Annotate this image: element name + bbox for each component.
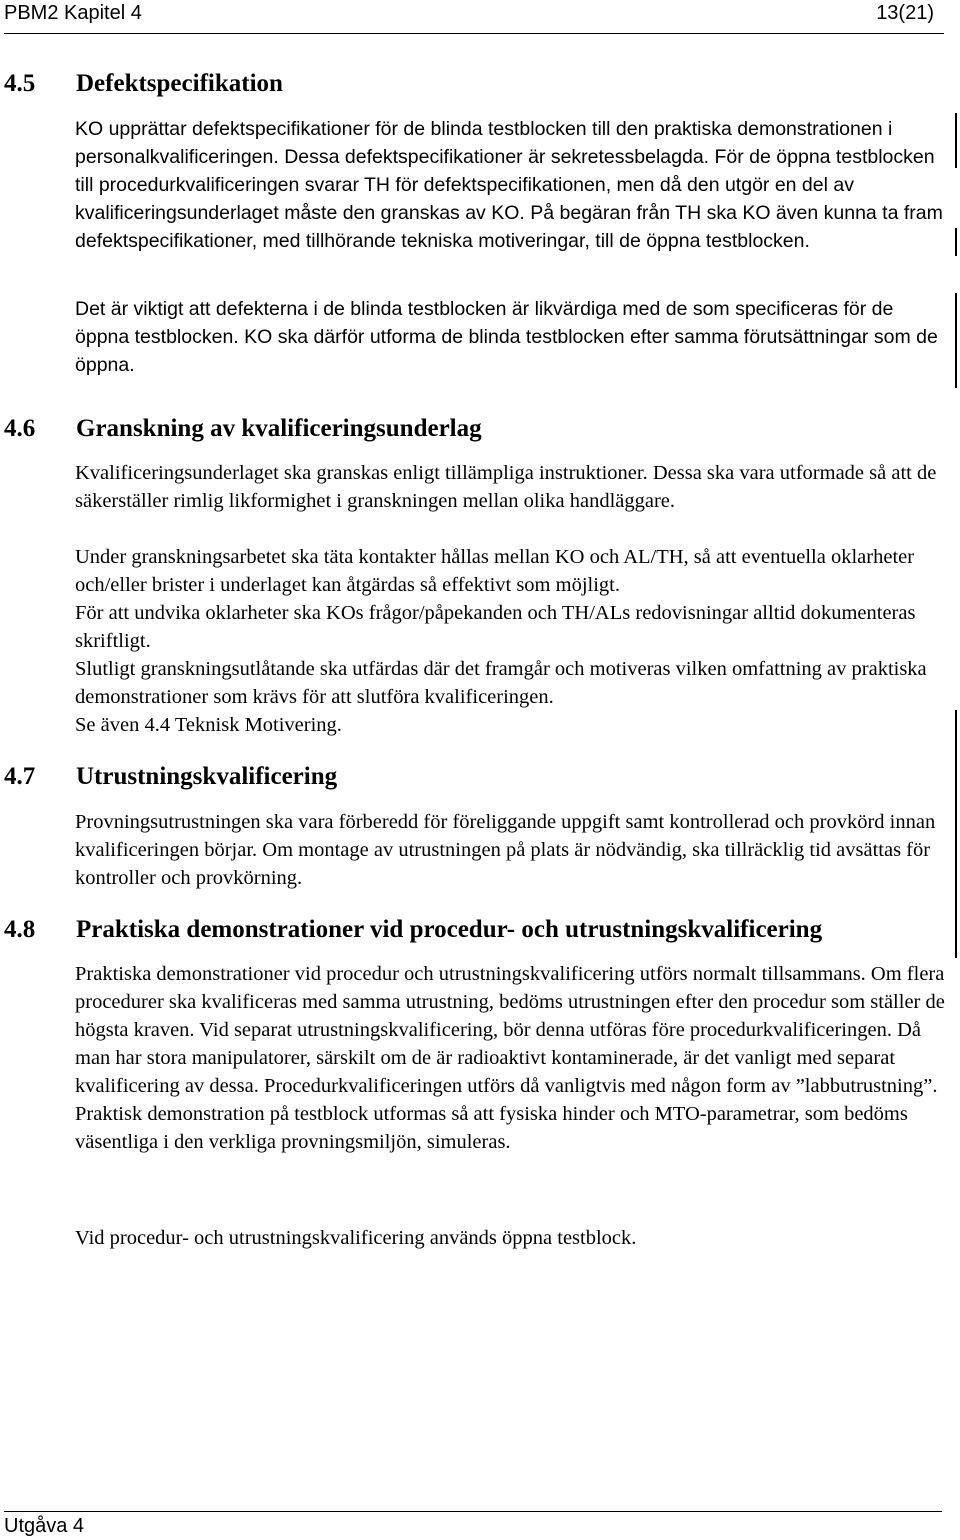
change-bar: [955, 293, 957, 388]
paragraph: Vid procedur- och utrustningskvalificering används öppna testblock.: [75, 1227, 637, 1249]
section-heading-4-6: [4, 415, 482, 443]
section-title: Praktiska demonstrationer vid procedur- och utrustningskvalificering: [76, 916, 823, 943]
paragraph: Praktiska demonstrationer vid procedur och utrustningskvalificering utförs normalt tillsammans. Om flera procedurer ska kvalificeras med samma utrustning, bedöms utrustningen efter den procedur som ställer de högsta kraven. Vid separat utrustningskvalificering, bör denna utföras före procedurkvalificeringen. Då man har stora manipulatorer, särskilt om de är radioaktivt kontaminerade, är det vanligt med separat kvalificering av dessa. Procedurkvalificeringen utförs då vanligtvis med någon form av ”labbutrustning”. Praktisk demonstration på testblock utformas så att fysiska hinder och MTO-parametrar, som bedöms väsentliga i den verkliga provningsmiljön, simuleras.: [75, 963, 945, 1153]
paragraph: Provningsutrustningen ska vara förberedd för föreliggande uppgift samt kontrollerad och provkörd innan kvalificeringen börjar. Om montage av utrustningen på plats är nödvändig, ska tillräcklig tid avsättas för kontroller och provkörning.: [75, 811, 936, 889]
section-title: Utrustningskvalificering: [76, 763, 338, 790]
page-header: [4, 0, 944, 34]
text-run: På begäran från TH ska KO även kunna ta fram defektspecifikationer, med tillhörande tekniska motiveringar, till de öppna testblocken.: [75, 202, 943, 252]
section-title: Granskning av kvalificeringsunderlag: [76, 415, 482, 442]
paragraph: [75, 115, 945, 255]
section-number: 4.8: [4, 916, 36, 943]
change-bar: [955, 228, 957, 256]
document-title: PBM2 Kapitel 4: [4, 2, 142, 24]
section-title: Defektspecifikation: [76, 70, 283, 97]
page-number: 13(21): [876, 2, 934, 24]
text-run: För de öppna testblocken till procedurkvalificeringen svarar TH för defektspecifikationen, men då den utgör en del av kvalificeringsunderlaget måste den granskas av KO.: [75, 146, 935, 224]
paragraph: Slutligt granskningsutlåtande ska utfärdas där det framgår och motiveras vilken omfattning av praktiska demonstrationer som krävs för att slutföra kvalificeringen.: [75, 658, 927, 708]
change-bar: [955, 710, 957, 958]
section-number: 4.5: [4, 70, 36, 97]
text-run: KO upprättar defektspecifikationer för de blinda testblocken till den praktiska demonstrationen i personalkvalificeringen. Dessa defektspecifikationer är sekretessbelagda.: [75, 118, 893, 168]
paragraph: Se även 4.4 Teknisk Motivering.: [75, 714, 342, 736]
text-run: Det är viktigt att defekterna i de blinda testblocken är likvärdiga med de som specificeras för de öppna testblocken. KO ska därför utforma de blinda testblocken efter samma förutsättningar som de öppna.: [75, 298, 938, 376]
section-heading-4-8: [4, 916, 822, 944]
paragraph: Kvalificeringsunderlaget ska granskas enligt tillämpliga instruktioner. Dessa ska vara utformade så att de säkerställer rimlig likformighet i granskningen mellan olika handläggare.: [75, 462, 937, 512]
section-heading-4-5: [4, 70, 283, 98]
paragraph: För att undvika oklarheter ska KOs frågor/påpekanden och TH/ALs redovisningar alltid dokumenteras skriftligt.: [75, 602, 916, 652]
edition-label: Utgåva 4: [4, 1515, 85, 1537]
section-number: 4.7: [4, 763, 36, 790]
footer-rule: [4, 1511, 942, 1512]
section-heading-4-7: [4, 763, 337, 791]
change-bar: [955, 113, 957, 168]
section-number: 4.6: [4, 415, 36, 442]
paragraph: Under granskningsarbetet ska täta kontakter hållas mellan KO och AL/TH, så att eventuella oklarheter och/eller brister i underlaget kan åtgärdas så effektivt som möjligt.: [75, 546, 915, 596]
paragraph: [75, 295, 945, 379]
